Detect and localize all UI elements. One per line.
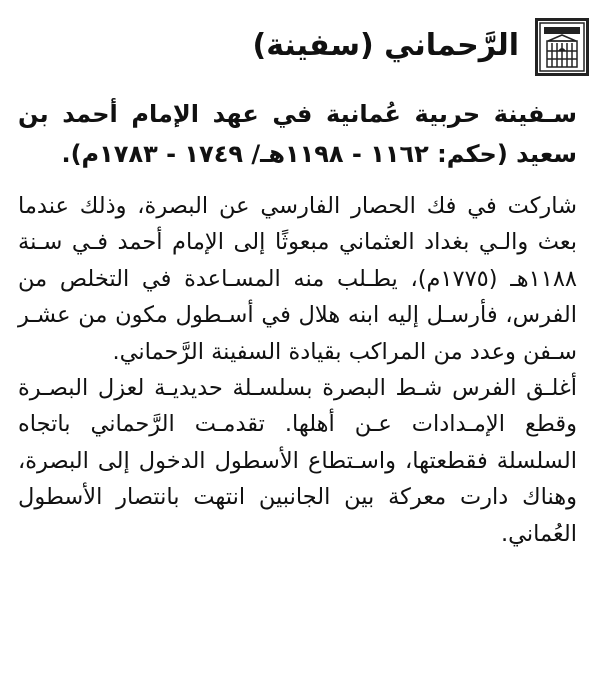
entry-title: الرَّحماني (سفينة) bbox=[252, 28, 519, 63]
entry-subtitle: سـفينة حربية عُمانية في عهد الإمام أحمد بن سعيد (حكم: ١١٦٢ - ١١٩٨هـ/ ١٧٤٩ - ١٧٨٣م). bbox=[18, 100, 577, 168]
entry-header bbox=[10, 14, 589, 80]
emblem-graphic bbox=[538, 21, 586, 73]
body-paragraph: شاركت في فك الحصار الفارسي عن البصرة، وذلك عندما بعث والـي بغداد العثماني مبعوثًا إلى الإمام أحمد فـي سـنة ١١٨٨هـ (١٧٧٥م)، يطـلب منه المسـاعدة في التخلص من الفرس، فأرسـل إليه ابنه هلال في أسـطول مكون من عشـر سـفن وعدد من المراكب بقيادة السفينة الرَّحماني. bbox=[18, 193, 577, 365]
entry-body bbox=[18, 188, 577, 552]
body-paragraph: أغلـق الفرس شـط البصرة بسلسـلة حديديـة لعزل البصـرة وقطع الإمـدادات عـن أهلها. تقدمـت الرَّحماني باتجاه السلسلة فقطعتها، واسـتطاع الأسطول الدخول إلى البصرة، وهناك دارت معركة بين الجانبين انتهت بانتصار الأسطول العُماني. bbox=[18, 375, 577, 547]
building-gate-icon bbox=[535, 18, 589, 76]
